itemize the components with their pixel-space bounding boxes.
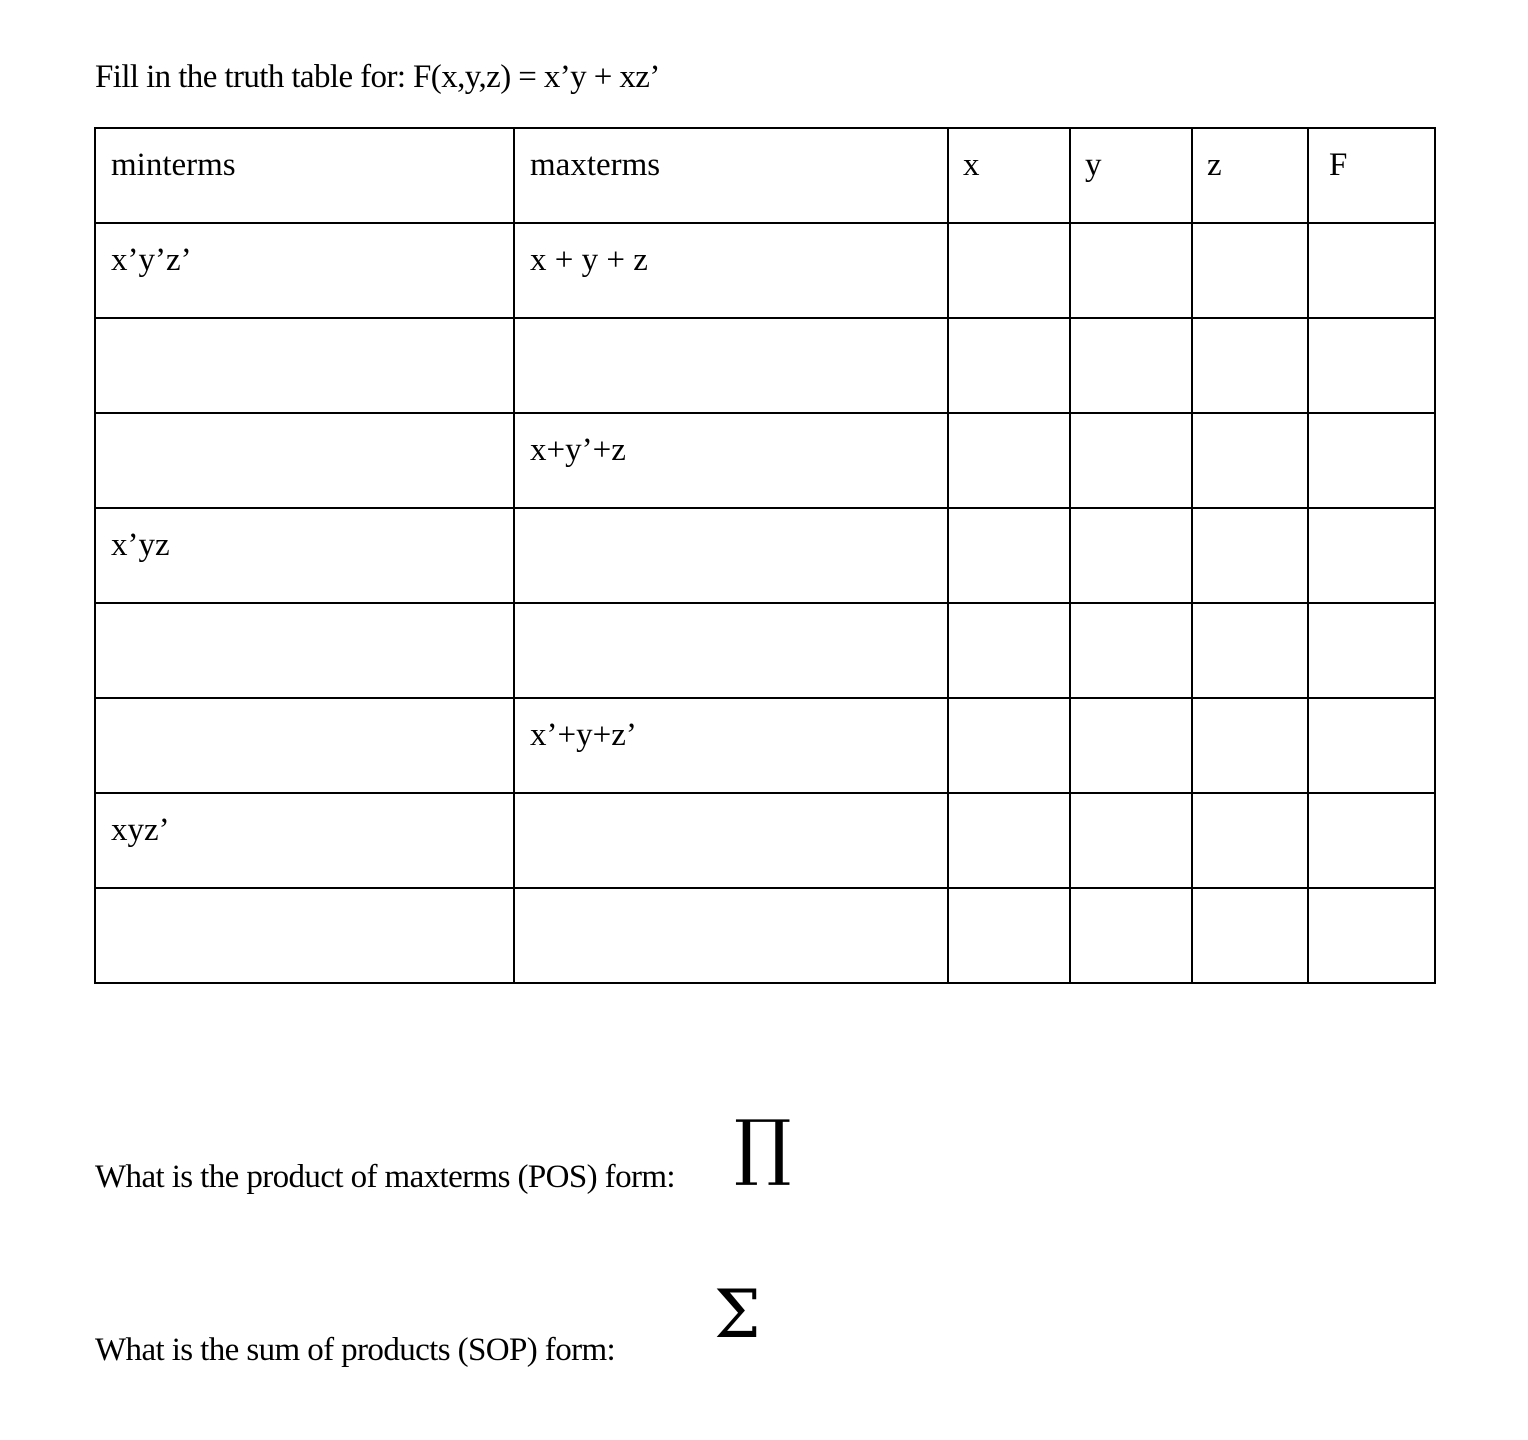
x-cell[interactable] [948, 698, 1070, 793]
product-symbol: ∏ [734, 1104, 792, 1188]
x-value [963, 414, 1069, 434]
f-cell[interactable] [1308, 318, 1435, 413]
header-maxterms-label: maxterms [530, 147, 661, 183]
x-value [963, 604, 1069, 624]
f-cell[interactable] [1308, 698, 1435, 793]
x-value [963, 224, 1069, 244]
header-x-label: x [963, 147, 980, 183]
f-cell[interactable] [1308, 603, 1435, 698]
maxterm-cell[interactable] [514, 413, 948, 508]
f-value [1329, 224, 1434, 244]
f-cell[interactable] [1308, 793, 1435, 888]
table-header-row [95, 128, 1435, 223]
minterm-text: xyz’ [111, 812, 170, 848]
minterm-text [111, 319, 513, 339]
f-cell[interactable] [1308, 508, 1435, 603]
y-value [1085, 509, 1191, 529]
z-cell[interactable] [1192, 223, 1308, 318]
maxterm-cell[interactable] [514, 603, 948, 698]
maxterm-cell[interactable] [514, 698, 948, 793]
f-value [1329, 604, 1434, 624]
table-row [95, 793, 1435, 888]
f-cell[interactable] [1308, 223, 1435, 318]
y-value [1085, 604, 1191, 624]
x-cell[interactable] [948, 888, 1070, 983]
pos-question: What is the product of maxterms (POS) form: [95, 1159, 675, 1195]
minterm-text [111, 889, 513, 909]
x-cell[interactable] [948, 508, 1070, 603]
z-cell[interactable] [1192, 413, 1308, 508]
table-row [95, 223, 1435, 318]
minterm-cell[interactable] [95, 793, 514, 888]
minterm-cell[interactable] [95, 413, 514, 508]
maxterm-text [530, 889, 947, 909]
z-cell[interactable] [1192, 603, 1308, 698]
y-value [1085, 699, 1191, 719]
x-cell[interactable] [948, 318, 1070, 413]
z-value [1207, 414, 1307, 434]
table-row [95, 698, 1435, 793]
y-cell[interactable] [1070, 888, 1192, 983]
minterm-text [111, 699, 513, 719]
z-value [1207, 224, 1307, 244]
maxterm-cell[interactable] [514, 888, 948, 983]
x-cell[interactable] [948, 603, 1070, 698]
f-value [1329, 889, 1434, 909]
maxterm-text: x+y’+z [530, 432, 626, 468]
z-cell[interactable] [1192, 698, 1308, 793]
y-value [1085, 319, 1191, 339]
minterm-text [111, 604, 513, 624]
f-value [1329, 414, 1434, 434]
table-row [95, 318, 1435, 413]
x-cell[interactable] [948, 413, 1070, 508]
header-f [1308, 128, 1435, 223]
maxterm-text: x’+y+z’ [530, 717, 637, 753]
z-cell[interactable] [1192, 508, 1308, 603]
table-row [95, 508, 1435, 603]
x-cell[interactable] [948, 793, 1070, 888]
x-value [963, 794, 1069, 814]
sop-question: What is the sum of products (SOP) form: [95, 1332, 616, 1368]
table-row [95, 888, 1435, 983]
x-value [963, 699, 1069, 719]
header-maxterms [514, 128, 948, 223]
minterm-cell[interactable] [95, 603, 514, 698]
maxterm-text [530, 509, 947, 529]
y-cell[interactable] [1070, 603, 1192, 698]
truth-table [94, 127, 1436, 984]
z-value [1207, 604, 1307, 624]
y-value [1085, 224, 1191, 244]
header-z-label: z [1207, 147, 1222, 183]
y-cell[interactable] [1070, 508, 1192, 603]
y-value [1085, 794, 1191, 814]
table-row [95, 603, 1435, 698]
prompt-text: Fill in the truth table for: F(x,y,z) = x’y + xz’ [95, 59, 660, 95]
z-cell[interactable] [1192, 793, 1308, 888]
header-y [1070, 128, 1192, 223]
y-value [1085, 889, 1191, 909]
header-y-label: y [1085, 147, 1102, 183]
f-cell[interactable] [1308, 413, 1435, 508]
y-cell[interactable] [1070, 698, 1192, 793]
maxterm-cell[interactable] [514, 793, 948, 888]
sum-symbol: Σ [714, 1276, 761, 1353]
minterm-cell[interactable] [95, 223, 514, 318]
minterm-text: x’y’z’ [111, 242, 192, 278]
f-value [1329, 699, 1434, 719]
f-value [1329, 509, 1434, 529]
x-value [963, 319, 1069, 339]
y-cell[interactable] [1070, 793, 1192, 888]
x-value [963, 509, 1069, 529]
maxterm-text: x + y + z [530, 242, 648, 278]
x-cell[interactable] [948, 223, 1070, 318]
minterm-cell[interactable] [95, 888, 514, 983]
y-value [1085, 414, 1191, 434]
header-x [948, 128, 1070, 223]
maxterm-text [530, 319, 947, 339]
header-minterms-label: minterms [111, 147, 236, 183]
z-value [1207, 794, 1307, 814]
maxterm-text [530, 794, 947, 814]
y-cell[interactable] [1070, 223, 1192, 318]
maxterm-cell[interactable] [514, 318, 948, 413]
maxterm-text [530, 604, 947, 624]
z-value [1207, 509, 1307, 529]
z-value [1207, 889, 1307, 909]
z-value [1207, 699, 1307, 719]
f-cell[interactable] [1308, 888, 1435, 983]
y-cell[interactable] [1070, 318, 1192, 413]
header-z [1192, 128, 1308, 223]
table-row [95, 413, 1435, 508]
minterm-cell[interactable] [95, 508, 514, 603]
maxterm-cell[interactable] [514, 508, 948, 603]
minterm-cell[interactable] [95, 318, 514, 413]
header-f-label: F [1329, 147, 1348, 183]
y-cell[interactable] [1070, 413, 1192, 508]
z-cell[interactable] [1192, 318, 1308, 413]
minterm-cell[interactable] [95, 698, 514, 793]
header-minterms [95, 128, 514, 223]
f-value [1329, 794, 1434, 814]
maxterm-cell[interactable] [514, 223, 948, 318]
minterm-text [111, 414, 513, 434]
z-cell[interactable] [1192, 888, 1308, 983]
minterm-text: x’yz [111, 527, 170, 563]
x-value [963, 889, 1069, 909]
f-value [1329, 319, 1434, 339]
z-value [1207, 319, 1307, 339]
